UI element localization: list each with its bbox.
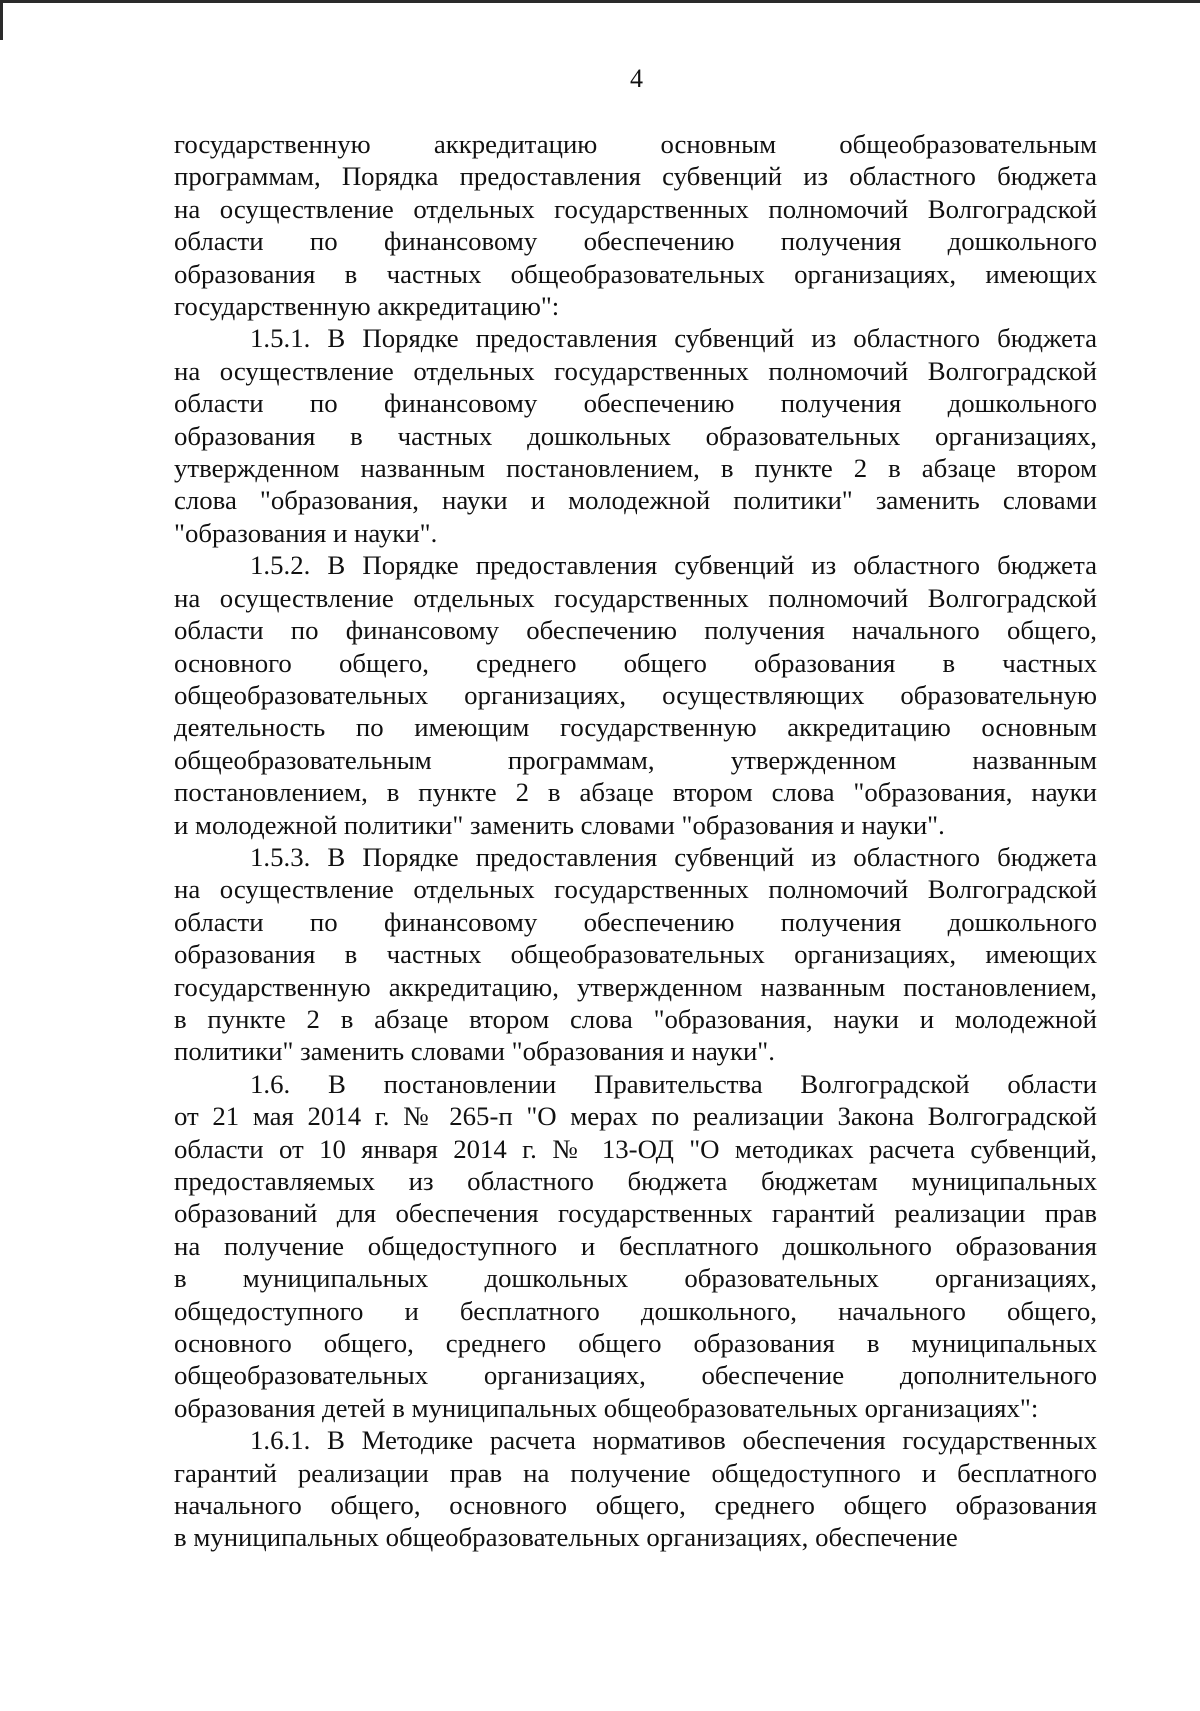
text-line: общедоступного и бесплатного дошкольного, начального общего,	[174, 1295, 1097, 1326]
text-line: общеобразовательным программам, утвержденном названным	[174, 744, 1097, 775]
text-line: и молодежной политики" заменить словами "образования и науки".	[174, 809, 945, 840]
text-line: слова "образования, науки и молодежной политики" заменить словами	[174, 485, 1097, 516]
paragraph	[174, 841, 1097, 1068]
document-body	[174, 128, 1097, 1554]
text-line: в муниципальных дошкольных образовательных организациях,	[174, 1263, 1097, 1294]
text-line: общеобразовательных организациях, обеспечение дополнительного	[174, 1360, 1097, 1391]
text-line: государственную аккредитацию, утвержденном названным постановлением,	[174, 971, 1097, 1002]
paragraph	[174, 322, 1097, 549]
text-line: гарантий реализации прав на получение общедоступного и бесплатного	[174, 1457, 1097, 1488]
text-line: образования в частных общеобразовательных организациях, имеющих	[174, 939, 1097, 970]
paragraph	[174, 1424, 1097, 1554]
text-line: основного общего, среднего общего образования в муниципальных	[174, 1328, 1097, 1359]
text-line: образования в частных дошкольных образовательных организациях,	[174, 420, 1097, 451]
text-line: деятельность по имеющим государственную аккредитацию основным	[174, 712, 1097, 743]
text-line: 1.5.3. В Порядке предоставления субвенций из областного бюджета	[250, 841, 1097, 872]
paragraph	[174, 128, 1097, 322]
text-line: области по финансовому обеспечению получения дошкольного	[174, 388, 1097, 419]
text-line: 1.5.1. В Порядке предоставления субвенций из областного бюджета	[250, 323, 1097, 354]
text-line: области по финансовому обеспечению получения начального общего,	[174, 615, 1097, 646]
text-line: 1.5.2. В Порядке предоставления субвенций из областного бюджета	[250, 550, 1097, 581]
paragraph	[174, 549, 1097, 841]
text-line: образования детей в муниципальных общеобразовательных организациях":	[174, 1392, 1039, 1423]
text-line: на осуществление отдельных государственных полномочий Волгоградской	[174, 582, 1097, 613]
text-line: основного общего, среднего общего образования в частных	[174, 647, 1097, 678]
text-line: на осуществление отдельных государственных полномочий Волгоградской	[174, 193, 1097, 224]
text-line: утвержденном названным постановлением, в пункте 2 в абзаце втором	[174, 453, 1097, 484]
text-line: на осуществление отдельных государственных полномочий Волгоградской	[174, 874, 1097, 905]
text-line: в пункте 2 в абзаце втором слова "образования, науки и молодежной	[174, 1003, 1097, 1034]
text-line: общеобразовательных организациях, осуществляющих образовательную	[174, 679, 1097, 710]
scan-edge-left	[0, 0, 3, 40]
text-line: постановлением, в пункте 2 в абзаце втором слова "образования, науки	[174, 777, 1097, 808]
text-line: от 21 мая 2014 г. № 265-п "О мерах по реализации Закона Волгоградской	[174, 1101, 1097, 1132]
text-line: политики" заменить словами "образования и науки".	[174, 1036, 775, 1067]
text-line: программам, Порядка предоставления субвенций из областного бюджета	[174, 161, 1097, 192]
text-line: образования в частных общеобразовательных организациях, имеющих	[174, 258, 1097, 289]
text-line: в муниципальных общеобразовательных организациях, обеспечение	[174, 1522, 958, 1553]
page-number: 4	[630, 64, 643, 93]
text-line: государственную аккредитацию основным общеобразовательным	[174, 129, 1097, 159]
text-line: области от 10 января 2014 г. № 13-ОД "О методиках расчета субвенций,	[174, 1133, 1097, 1164]
text-line: государственную аккредитацию":	[174, 291, 560, 322]
text-line: образований для обеспечения государственных гарантий реализации прав	[174, 1198, 1097, 1229]
text-line: области по финансовому обеспечению получения дошкольного	[174, 906, 1097, 937]
text-line: на получение общедоступного и бесплатного дошкольного образования	[174, 1230, 1097, 1261]
text-line: "образования и науки".	[174, 517, 438, 548]
scan-edge-top	[0, 0, 1200, 3]
text-line: предоставляемых из областного бюджета бюджетам муниципальных	[174, 1166, 1097, 1196]
text-line: начального общего, основного общего, среднего общего образования	[174, 1490, 1097, 1521]
paragraph	[174, 1068, 1097, 1424]
text-line: 1.6. В постановлении Правительства Волгоградской области	[250, 1068, 1097, 1099]
text-line: 1.6.1. В Методике расчета нормативов обеспечения государственных	[250, 1425, 1097, 1456]
text-line: на осуществление отдельных государственных полномочий Волгоградской	[174, 355, 1097, 386]
text-line: области по финансовому обеспечению получения дошкольного	[174, 226, 1097, 257]
